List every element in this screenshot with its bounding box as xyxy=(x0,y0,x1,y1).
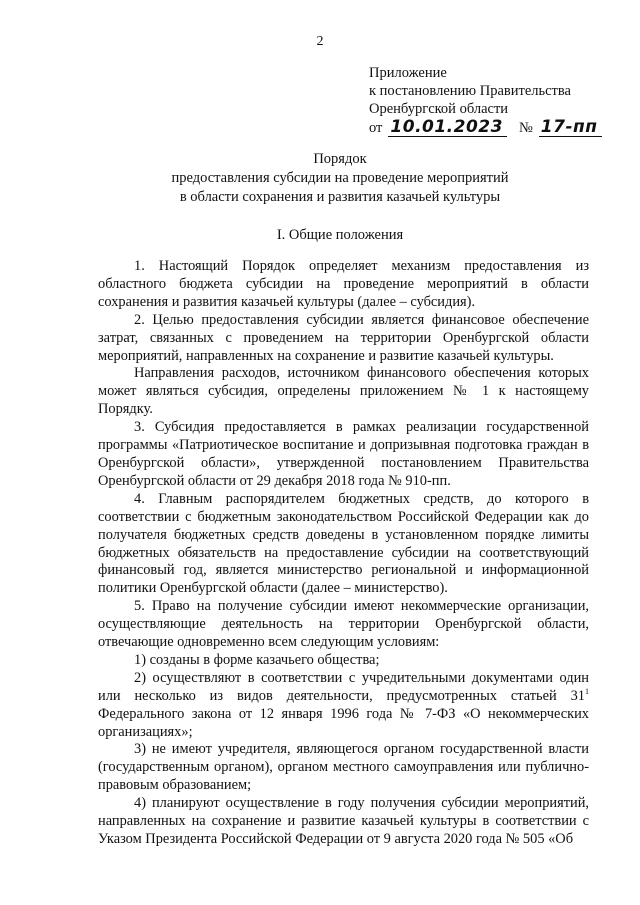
paragraph-2: 2. Целью предоставления субсидии является финансовое обеспечение затрат, связанных с проведением на территории Оренбургской области мероприятий, направленных на сохранение и развитие казачьей культуры. xyxy=(98,311,589,364)
paragraph-7: 1) созданы в форме казачьего общества; xyxy=(134,651,380,668)
paragraph-9: 3) не имеют учредителя, являющегося органом государственной власти (государственным органом), органом местного самоуправления или публично-правовым образованием; xyxy=(98,741,589,794)
title-line-1: Порядок xyxy=(313,151,367,167)
paragraph-1: 1. Настоящий Порядок определяет механизм предоставления из областного бюджета субсидии на проведение мероприятий в области сохранения и развития казачьей культуры (далее – субсидия). xyxy=(98,258,589,310)
number-prefix: № xyxy=(518,120,533,136)
paragraph-10: 4) планируют осуществление в году получения субсидии мероприятий, направленных на сохранение и развитие казачьей культуры в соответствии с Указом Президента Российской Федерации от 9 августа 2020 года № 505 «Об xyxy=(98,795,589,847)
paragraph-4: 3. Субсидия предоставляется в рамках реализации государственной программы «Патриотическое воспитание и допризывная подготовка граждан в Оренбургской области», утвержденной постановлением Правительства Оренбургской области от 29 декабря 2018 года № 910-пп. xyxy=(98,419,589,489)
document-title xyxy=(60,150,620,207)
appendix-reference xyxy=(369,119,602,137)
paragraph-8-part-b: Федерального закона от 12 января 1996 года № 7-ФЗ «О некоммерческих организациях»; xyxy=(98,705,589,740)
appendix-line-1: Приложение xyxy=(369,65,447,81)
appendix-line-3: Оренбургской области xyxy=(369,101,509,117)
appendix-header xyxy=(369,64,602,137)
paragraph-6: 5. Право на получение субсидии имеют некоммерческие организации, осуществляющие деятельность на территории Оренбургской области, отвечающие одновременно всем следующим условиям: xyxy=(98,598,589,651)
section-heading: I. Общие положения xyxy=(276,227,404,243)
paragraph-3: Направления расходов, источником финансового обеспечения которых может являться субсидия, определены приложением № 1 к настоящему Порядку. xyxy=(98,365,589,418)
paragraph-8-superscript: 1 xyxy=(585,686,589,696)
page-number: 2 xyxy=(316,34,324,49)
appendix-line-2: к постановлению Правительства xyxy=(369,83,571,99)
handwritten-number: 17-пп xyxy=(539,119,602,137)
document-body xyxy=(98,258,589,849)
paragraph-8 xyxy=(98,670,589,742)
date-prefix: от xyxy=(369,120,383,136)
title-line-2: предоставления субсидии на проведение мероприятий xyxy=(171,170,509,186)
paragraph-5: 4. Главным распорядителем бюджетных средств, до которого в соответствии с бюджетным законодательством Российской Федерации как до получателя бюджетных средств доведены в установленном порядке лимиты бюджетных обязательств на предоставление субсидии на соответствующий финансовый год, является министерство региональной и информационной политики Оренбургской области (далее – министерство). xyxy=(98,490,589,597)
paragraph-8-part-a: 2) осуществляют в соответствии с учредительными документами один или несколько из видов деятельности, предусмотренных статьей 31 xyxy=(98,669,589,704)
handwritten-date: 10.01.2023 xyxy=(388,119,507,137)
title-line-3: в области сохранения и развития казачьей культуры xyxy=(179,189,501,205)
